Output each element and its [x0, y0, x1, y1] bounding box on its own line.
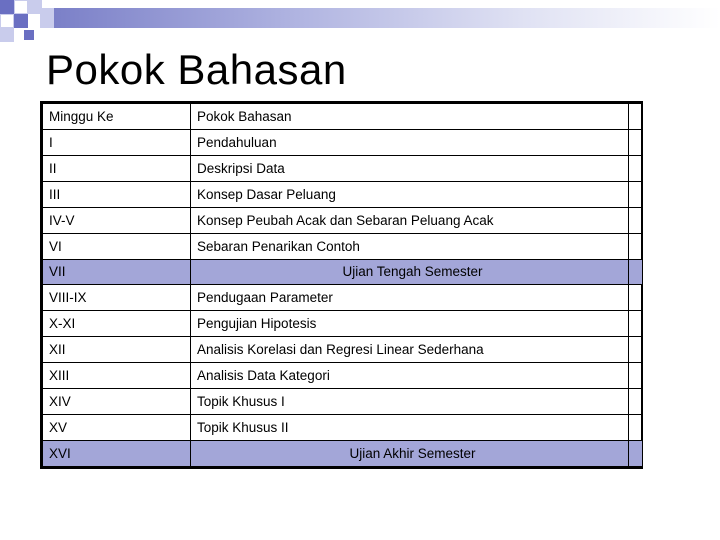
table-row [43, 181, 642, 207]
table-header-row [43, 104, 642, 130]
table-row [43, 363, 642, 389]
table-edge-cell [629, 337, 642, 363]
exam-topic-cell: Ujian Akhir Semester [191, 440, 629, 466]
topic-cell: Deskripsi Data [191, 155, 629, 181]
topic-cell: Analisis Data Kategori [191, 363, 629, 389]
table-edge-cell [629, 415, 642, 441]
week-cell: I [43, 129, 191, 155]
topic-cell: Topik Khusus I [191, 389, 629, 415]
table-row [43, 415, 642, 441]
week-cell: III [43, 181, 191, 207]
topic-cell: Analisis Korelasi dan Regresi Linear Sederhana [191, 337, 629, 363]
decor-square-1 [0, 0, 14, 14]
column-header-week: Minggu Ke [43, 104, 191, 130]
table-edge-cell [629, 440, 642, 466]
decor-square-7 [0, 28, 14, 42]
week-cell: XV [43, 415, 191, 441]
table-row [43, 129, 642, 155]
table-edge-cell [629, 129, 642, 155]
exam-row-midterm [43, 259, 642, 285]
exam-row-final [43, 440, 642, 466]
table-edge-cell [629, 104, 642, 130]
week-cell: VI [43, 233, 191, 259]
table-edge-cell [629, 207, 642, 233]
week-cell: XVI [43, 440, 191, 466]
table-edge-cell [629, 233, 642, 259]
decor-square-5 [14, 14, 28, 28]
topic-cell: Konsep Peubah Acak dan Sebaran Peluang Acak [191, 207, 629, 233]
decor-square-2 [14, 0, 28, 14]
week-cell: II [43, 155, 191, 181]
decor-square-8 [24, 30, 34, 40]
week-cell: X-XI [43, 311, 191, 337]
decor-square-4 [0, 14, 14, 28]
week-cell: VII [43, 259, 191, 285]
table-edge-cell [629, 155, 642, 181]
header-gradient-bar [54, 8, 720, 28]
topic-cell: Topik Khusus II [191, 415, 629, 441]
table-edge-cell [629, 363, 642, 389]
table-row [43, 337, 642, 363]
table-row [43, 389, 642, 415]
slide-title: Pokok Bahasan [46, 46, 347, 93]
table-row [43, 207, 642, 233]
topic-table [40, 101, 643, 469]
topic-cell: Pendahuluan [191, 129, 629, 155]
exam-topic-cell: Ujian Tengah Semester [191, 259, 629, 285]
table-edge-cell [629, 181, 642, 207]
topic-cell: Sebaran Penarikan Contoh [191, 233, 629, 259]
week-cell: IV-V [43, 207, 191, 233]
table-row [43, 155, 642, 181]
week-cell: VIII-IX [43, 285, 191, 311]
table-row [43, 311, 642, 337]
topic-cell: Konsep Dasar Peluang [191, 181, 629, 207]
table-row [43, 285, 642, 311]
table-edge-cell [629, 259, 642, 285]
week-cell: XIII [43, 363, 191, 389]
table-row [43, 233, 642, 259]
topic-cell: Pengujian Hipotesis [191, 311, 629, 337]
table-edge-cell [629, 311, 642, 337]
table-edge-cell [629, 389, 642, 415]
table-edge-cell [629, 285, 642, 311]
topic-cell: Pendugaan Parameter [191, 285, 629, 311]
decor-square-6 [40, 8, 54, 28]
week-cell: XIV [43, 389, 191, 415]
column-header-topic: Pokok Bahasan [191, 104, 629, 130]
week-cell: XII [43, 337, 191, 363]
